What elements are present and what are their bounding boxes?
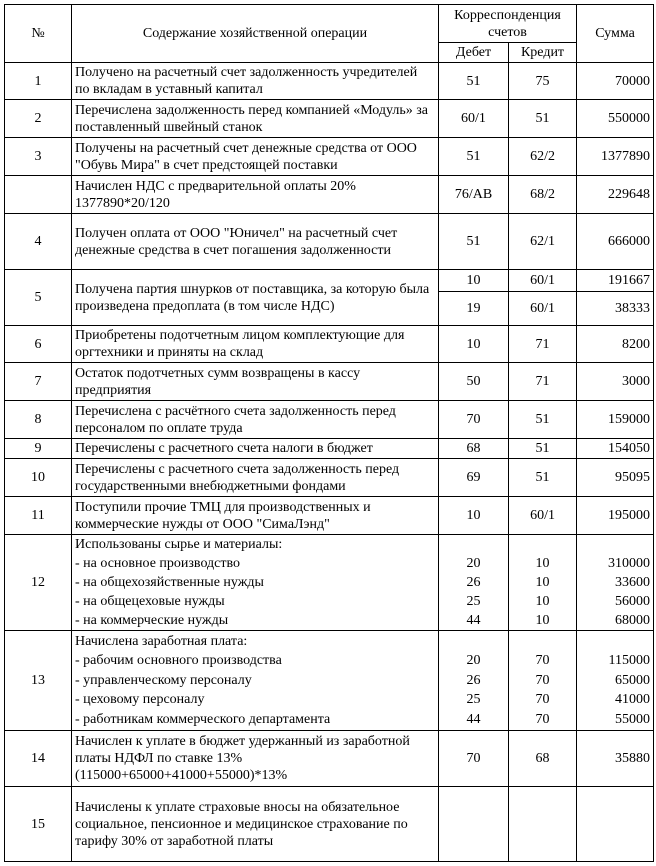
group-item: - на общецеховые нужды	[75, 594, 225, 609]
row-debit: 19	[439, 292, 509, 326]
row-description: Получены на расчетный счет денежные средства от ООО "Обувь Мира" в счет предстоящей поставки	[72, 138, 439, 176]
row-sum	[577, 535, 654, 631]
row-credit: 51	[509, 459, 577, 497]
row-credit: 71	[509, 363, 577, 401]
group-item-sum: 115000	[608, 653, 651, 669]
row-credit: 51	[509, 439, 577, 459]
group-item: - управленческому персоналу	[75, 672, 252, 688]
row-credit: 62/1	[509, 214, 577, 270]
row-description: Остаток подотчетных сумм возвращены в кассу предприятия	[72, 363, 439, 401]
group-item-debit: 20	[466, 653, 481, 669]
group-item: - на коммерческие нужды	[75, 613, 229, 628]
row-debit: 51	[439, 138, 509, 176]
operations-table	[4, 4, 654, 862]
row-debit: 10	[439, 497, 509, 535]
row-description: Начислен НДС с предварительной оплаты 20% 1377890*20/120	[72, 176, 439, 214]
row-debit: 51	[439, 214, 509, 270]
group-title: Начислена заработная плата:	[75, 633, 248, 649]
row-sum: 229648	[577, 176, 654, 214]
group-item-credit: 70	[535, 692, 550, 708]
row-sum	[577, 631, 654, 731]
row-description: Перечислена с расчётного счета задолженность перед персоналом по оплате труда	[72, 401, 439, 439]
group-item-sum: 41000	[615, 692, 651, 708]
row-sum	[577, 787, 654, 862]
row-credit: 60/1	[509, 270, 577, 292]
row-number: 12	[5, 535, 72, 631]
row-debit	[439, 631, 509, 731]
row-sum: 191667	[577, 270, 654, 292]
row-credit: 68	[509, 731, 577, 787]
row-credit: 62/2	[509, 138, 577, 176]
table-row	[5, 497, 654, 535]
row-description: Получено на расчетный счет задолженность учредителей по вкладам в уставный капитал	[72, 63, 439, 100]
group-item-debit: 44	[466, 613, 481, 628]
group-item-credit: 70	[535, 711, 550, 727]
group-item-debit: 26	[466, 575, 481, 590]
table-row	[5, 214, 654, 270]
group-item-sum: 56000	[615, 594, 651, 609]
row-description: Начислены к уплате страховые вносы на обязательное социальное, пенсионное и медицинское страхование по тарифу 30% от заработной платы	[72, 787, 439, 862]
table-row	[5, 731, 654, 787]
group-item-debit: 20	[466, 556, 481, 571]
table-row	[5, 100, 654, 138]
header-content: Содержание хозяйственной операции	[72, 5, 439, 63]
row-number: 1	[5, 63, 72, 100]
group-item-credit: 10	[535, 594, 550, 609]
table-row	[5, 270, 654, 292]
group-item-sum: 68000	[615, 613, 651, 628]
group-item-debit: 25	[466, 692, 481, 708]
row-debit: 50	[439, 363, 509, 401]
group-item: - работникам коммерческого департамента	[75, 711, 331, 727]
table-row	[5, 363, 654, 401]
row-credit: 51	[509, 401, 577, 439]
row-sum: 1377890	[577, 138, 654, 176]
row-number: 3	[5, 138, 72, 176]
group-item-debit: 44	[466, 711, 481, 727]
group-item-credit: 10	[535, 556, 550, 571]
row-sum: 550000	[577, 100, 654, 138]
row-number: 14	[5, 731, 72, 787]
row-description: Начислен к уплате в бюджет удержанный из заработной платы НДФЛ по ставке 13% (115000+65000+41000+55000)*13%	[72, 731, 439, 787]
row-number	[5, 176, 72, 214]
table-row	[5, 63, 654, 100]
header-debit: Дебет	[439, 43, 509, 63]
table-row	[5, 631, 654, 731]
group-item: - на основное производство	[75, 556, 241, 571]
row-debit: 70	[439, 401, 509, 439]
row-description: Получена партия шнурков от поставщика, за которую была произведена предоплата (в том числе НДС)	[72, 270, 439, 326]
row-sum: 95095	[577, 459, 654, 497]
group-item-sum: 310000	[608, 556, 651, 571]
header-credit: Кредит	[509, 43, 577, 63]
row-debit: 69	[439, 459, 509, 497]
row-credit	[509, 535, 577, 631]
row-description	[72, 535, 439, 631]
row-sum: 8200	[577, 326, 654, 363]
header-number: №	[5, 5, 72, 63]
group-item-credit: 70	[535, 672, 550, 688]
group-item: - на общехозяйственные нужды	[75, 575, 264, 590]
row-credit: 60/1	[509, 497, 577, 535]
table-row	[5, 401, 654, 439]
row-number: 4	[5, 214, 72, 270]
row-sum: 666000	[577, 214, 654, 270]
row-debit: 60/1	[439, 100, 509, 138]
group-item-debit: 26	[466, 672, 481, 688]
row-description: Получен оплата от ООО "Юничел" на расчетный счет денежные средства в счет погашения задолженности	[72, 214, 439, 270]
row-credit: 71	[509, 326, 577, 363]
table-row	[5, 787, 654, 862]
row-credit	[509, 787, 577, 862]
row-number: 13	[5, 631, 72, 731]
row-sum: 159000	[577, 401, 654, 439]
row-description: Приобретены подотчетным лицом комплектующие для оргтехники и приняты на склад	[72, 326, 439, 363]
row-description: Перечислена задолженность перед компанией «Модуль» за поставленный швейный станок	[72, 100, 439, 138]
row-number: 9	[5, 439, 72, 459]
group-item-credit: 70	[535, 653, 550, 669]
row-debit: 68	[439, 439, 509, 459]
header-correspondence: Корреспонденция счетов	[439, 5, 577, 43]
row-credit: 60/1	[509, 292, 577, 326]
header-row	[5, 5, 654, 43]
row-number: 10	[5, 459, 72, 497]
group-item: - рабочим основного производства	[75, 653, 282, 669]
group-item-sum: 65000	[615, 672, 651, 688]
header-sum: Сумма	[577, 5, 654, 63]
row-number: 15	[5, 787, 72, 862]
row-debit: 70	[439, 731, 509, 787]
row-sum: 38333	[577, 292, 654, 326]
group-item-credit: 10	[535, 613, 550, 628]
row-number: 8	[5, 401, 72, 439]
table-row	[5, 326, 654, 363]
row-debit: 51	[439, 63, 509, 100]
row-debit	[439, 787, 509, 862]
row-debit: 10	[439, 270, 509, 292]
row-credit	[509, 631, 577, 731]
row-description: Перечислены с расчетного счета задолженность перед государственными внебюджетными фондами	[72, 459, 439, 497]
row-sum: 3000	[577, 363, 654, 401]
row-debit: 10	[439, 326, 509, 363]
row-number: 6	[5, 326, 72, 363]
table-row	[5, 138, 654, 176]
row-credit: 51	[509, 100, 577, 138]
row-number: 7	[5, 363, 72, 401]
row-credit: 68/2	[509, 176, 577, 214]
row-number: 5	[5, 270, 72, 326]
group-item: - цеховому персоналу	[75, 692, 205, 708]
row-sum: 70000	[577, 63, 654, 100]
row-debit	[439, 535, 509, 631]
table-row	[5, 439, 654, 459]
row-number: 11	[5, 497, 72, 535]
table-row	[5, 535, 654, 631]
group-title: Использованы сырье и материалы:	[75, 537, 283, 552]
row-number: 2	[5, 100, 72, 138]
row-description: Перечислены с расчетного счета налоги в бюджет	[72, 439, 439, 459]
row-sum: 154050	[577, 439, 654, 459]
group-item-debit: 25	[466, 594, 481, 609]
group-item-credit: 10	[535, 575, 550, 590]
group-item-sum: 33600	[615, 575, 651, 590]
table-row	[5, 459, 654, 497]
row-sum: 195000	[577, 497, 654, 535]
group-item-sum: 55000	[615, 711, 651, 727]
row-description: Поступили прочие ТМЦ для производственных и коммерческие нужды от ООО "СимаЛэнд"	[72, 497, 439, 535]
table-row	[5, 176, 654, 214]
row-description	[72, 631, 439, 731]
row-credit: 75	[509, 63, 577, 100]
row-debit: 76/АВ	[439, 176, 509, 214]
row-sum: 35880	[577, 731, 654, 787]
